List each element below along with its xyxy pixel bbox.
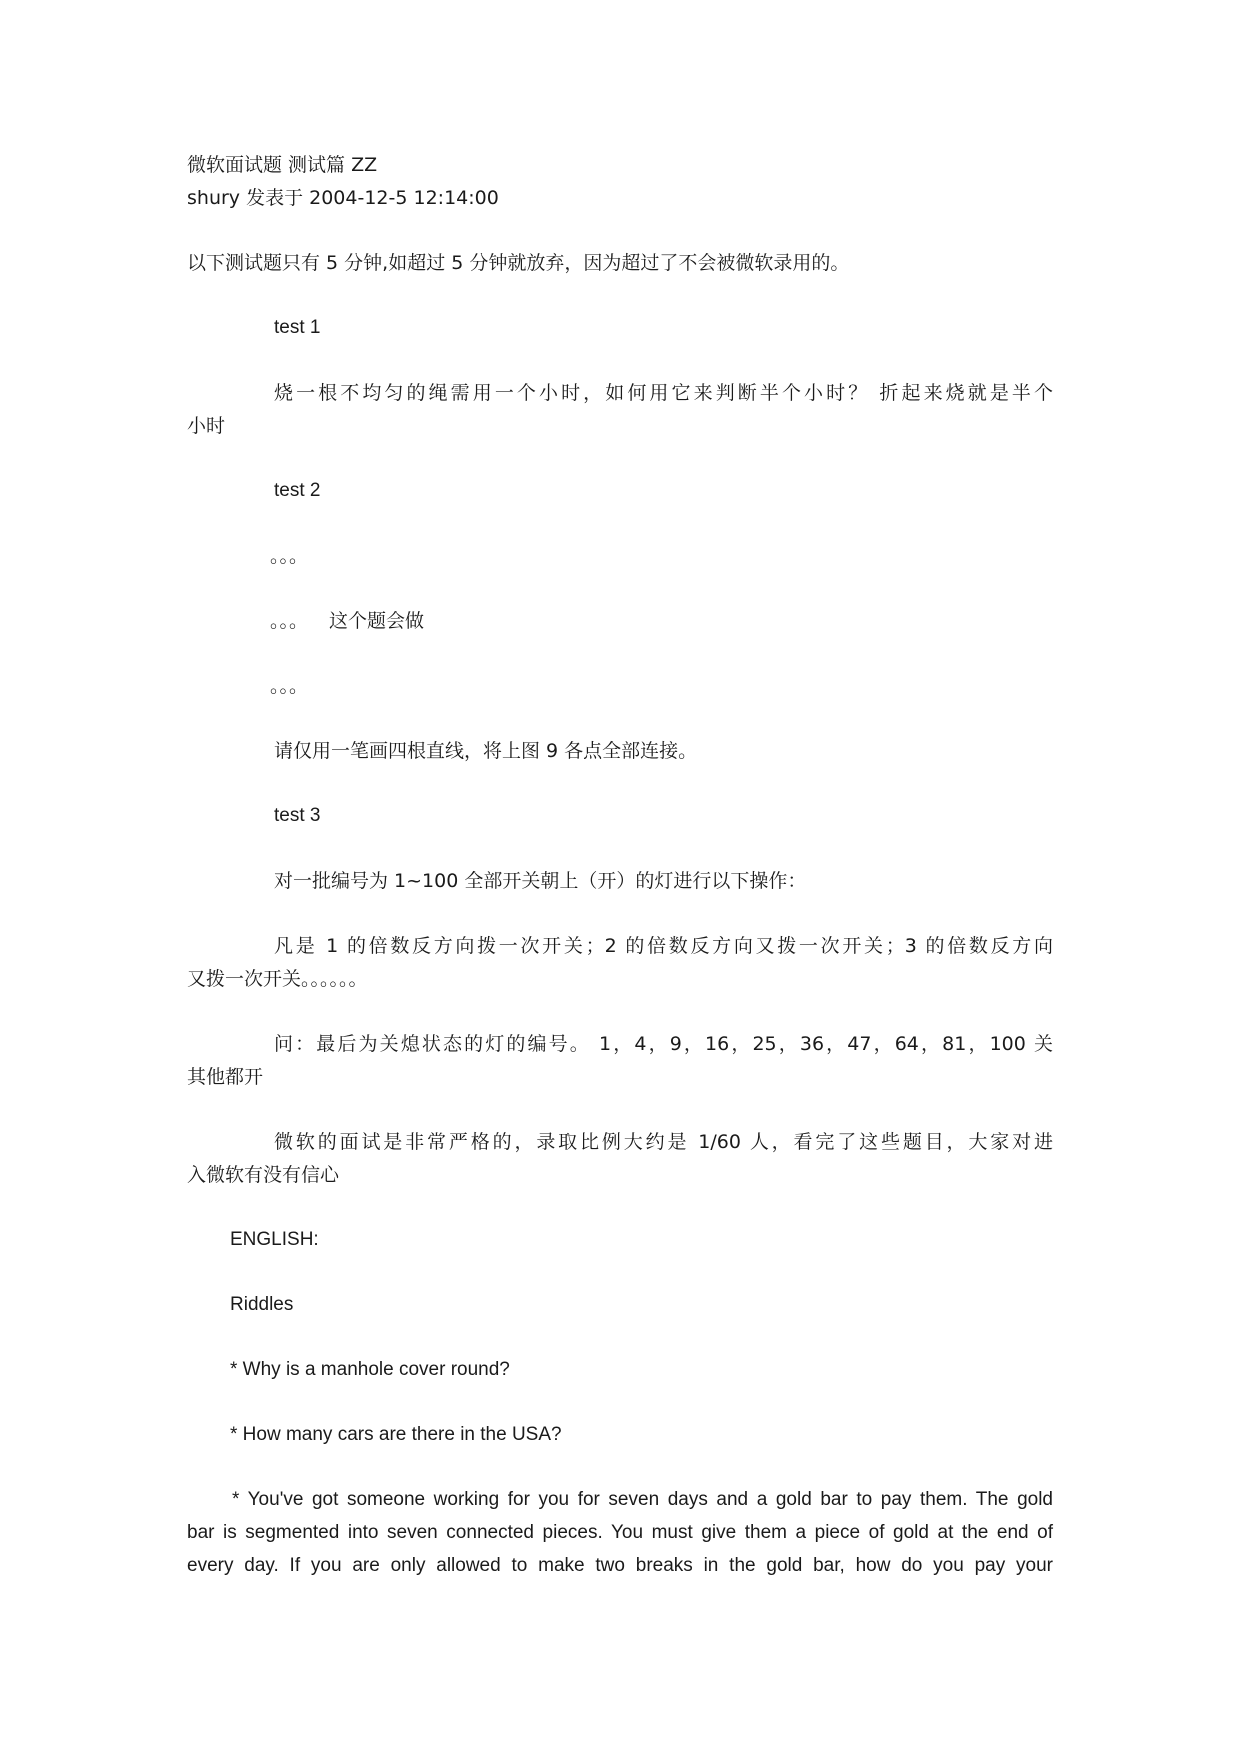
- post-byline: shury 发表于 2004-12-5 12:14:00: [187, 187, 499, 209]
- closing-paragraph-line: 微软的面试是非常严格的，录取比例大约是 1/60 人，看完了这些题目，大家对进: [274, 1131, 1053, 1153]
- test3-label: test 3: [274, 805, 321, 826]
- test2-question: 请仅用一笔画四根直线，将上图 9 各点全部连接。: [274, 740, 698, 762]
- closing-paragraph-line-cont: 入微软有没有信心: [187, 1164, 340, 1186]
- test2-dots-row-1: 。。。: [270, 545, 309, 567]
- test2-dots-row-2: 。。。: [270, 610, 309, 632]
- riddles-heading: Riddles: [230, 1294, 294, 1315]
- document-title: 微软面试题 测试篇 ZZ: [187, 154, 378, 176]
- riddle-question-2: * How many cars are there in the USA?: [230, 1424, 562, 1445]
- english-heading: ENGLISH:: [230, 1229, 319, 1250]
- intro-paragraph: 以下测试题只有 5 分钟,如超过 5 分钟就放弃，因为超过了不会被微软录用的。: [187, 252, 850, 274]
- test2-answer: 这个题会做: [329, 610, 425, 632]
- test3-question-line: 问：最后为关熄状态的灯的编号。 1，4，9，16，25，36，47，64，81，100 关: [274, 1033, 1053, 1055]
- test3-rule-line: 凡是 1 的倍数反方向拨一次开关；2 的倍数反方向又拨一次开关；3 的倍数反方向: [274, 935, 1053, 957]
- riddle-question-3-line-2: bar is segmented into seven connected pieces. You must give them a piece of gold at the end of: [187, 1522, 1053, 1543]
- riddle-question-3-line-1: * You've got someone working for you for seven days and a gold bar to pay them. The gold: [232, 1489, 1053, 1510]
- test3-question-line-cont: 其他都开: [187, 1066, 264, 1088]
- riddle-question-3-line-3: every day. If you are only allowed to make two breaks in the gold bar, how do you pay your: [187, 1555, 1053, 1576]
- test1-label: test 1: [274, 317, 321, 338]
- test1-question-line: 烧一根不均匀的绳需用一个小时，如何用它来判断半个小时？ 折起来烧就是半个: [274, 382, 1053, 404]
- test3-setup: 对一批编号为 1~100 全部开关朝上（开）的灯进行以下操作：: [274, 870, 807, 892]
- test1-question-line-cont: 小时: [187, 415, 226, 437]
- test2-dots-row-3: 。。。: [270, 675, 309, 697]
- test2-label: test 2: [274, 480, 321, 501]
- test3-rule-line-cont: 又拨一次开关。。。。。。: [187, 968, 368, 990]
- riddle-question-1: * Why is a manhole cover round?: [230, 1359, 510, 1380]
